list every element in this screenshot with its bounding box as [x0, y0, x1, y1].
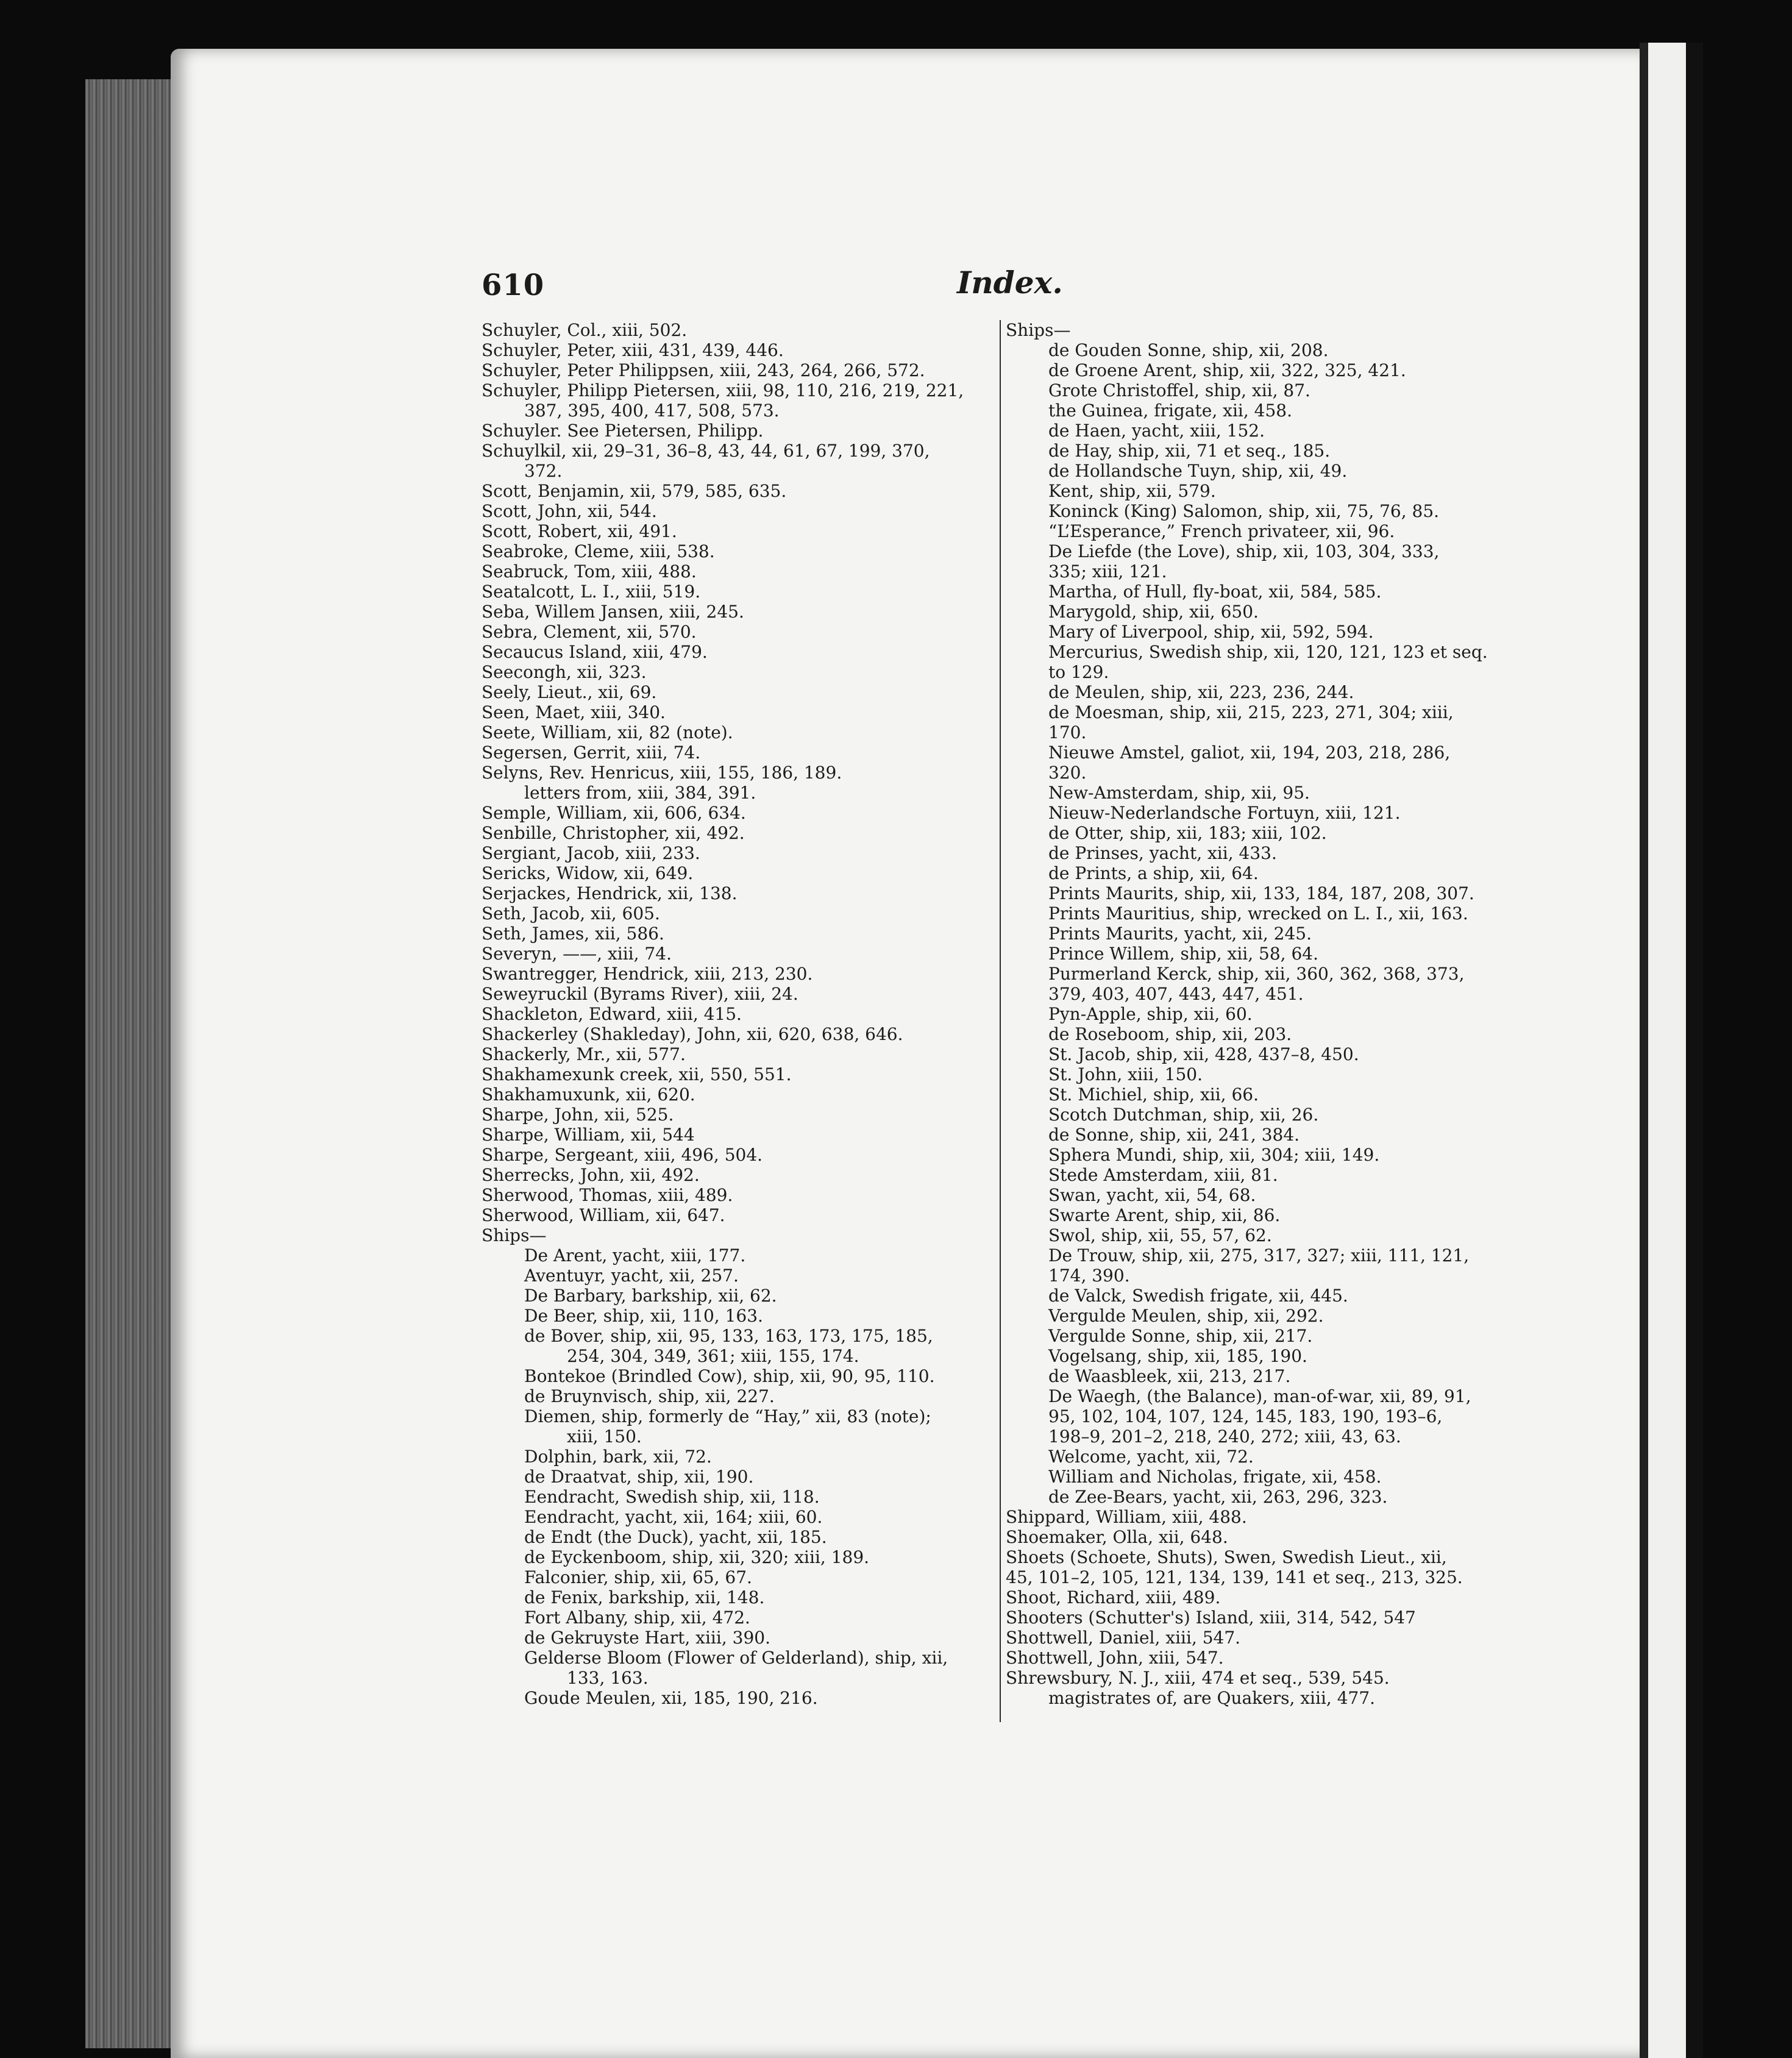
index-entry: New-Amsterdam, ship, xii, 95.: [1048, 783, 1310, 803]
index-entry: 95, 102, 104, 107, 124, 145, 183, 190, 193–6,: [1048, 1406, 1443, 1426]
index-entry: Seth, Jacob, xii, 605.: [482, 903, 660, 924]
index-entry: Serjackes, Hendrick, xii, 138.: [482, 883, 738, 903]
index-entry: Seatalcott, L. I., xiii, 519.: [482, 582, 701, 602]
index-entry: Seabroke, Cleme, xiii, 538.: [482, 541, 715, 561]
index-entry: de Gekruyste Hart, xiii, 390.: [524, 1628, 770, 1648]
index-entry: Welcome, yacht, xii, 72.: [1048, 1447, 1254, 1467]
index-entry: Seweyruckil (Byrams River), xiii, 24.: [482, 984, 798, 1004]
index-entry: Mercurius, Swedish ship, xii, 120, 121, 123 et seq.: [1048, 642, 1488, 662]
index-entry: De Arent, yacht, xiii, 177.: [524, 1245, 746, 1266]
index-entry: 254, 304, 349, 361; xiii, 155, 174.: [567, 1346, 859, 1366]
index-column-right: [1006, 320, 1518, 1708]
index-entry: Schuyler, Philipp Pietersen, xiii, 98, 110, 216, 219, 221,: [482, 380, 964, 401]
index-entry: de Waasbleek, xii, 213, 217.: [1048, 1366, 1291, 1386]
index-entry: Shooters (Schutter's) Island, xiii, 314, 542, 547: [1006, 1608, 1416, 1628]
index-entry: Severyn, ——, xiii, 74.: [482, 944, 672, 964]
index-entry: de Meulen, ship, xii, 223, 236, 244.: [1048, 682, 1354, 702]
index-entry: Secaucus Island, xiii, 479.: [482, 642, 708, 662]
index-entry: de Bover, ship, xii, 95, 133, 163, 173, 175, 185,: [524, 1326, 933, 1346]
index-entry: Sharpe, Sergeant, xiii, 496, 504.: [482, 1145, 763, 1165]
index-entry: Semple, William, xii, 606, 634.: [482, 803, 746, 823]
page-header: [482, 265, 1506, 305]
index-entry: Seete, William, xii, 82 (note).: [482, 722, 733, 742]
index-entry: 198–9, 201–2, 218, 240, 272; xiii, 43, 63.: [1048, 1426, 1401, 1447]
index-entry: de Endt (the Duck), yacht, xii, 185.: [524, 1527, 827, 1547]
index-entry: de Roseboom, ship, xii, 203.: [1048, 1024, 1292, 1044]
index-entry: St. Jacob, ship, xii, 428, 437–8, 450.: [1048, 1044, 1359, 1064]
index-entry: Seabruck, Tom, xiii, 488.: [482, 561, 697, 582]
index-entry: Swarte Arent, ship, xii, 86.: [1048, 1205, 1281, 1225]
index-entry: xiii, 150.: [567, 1426, 642, 1447]
index-entry: Diemen, ship, formerly de “Hay,” xii, 83 (note);: [524, 1406, 931, 1426]
index-entry: Shottwell, Daniel, xiii, 547.: [1006, 1628, 1241, 1648]
index-entry: de Prinses, yacht, xii, 433.: [1048, 843, 1277, 863]
index-entry: Purmerland Kerck, ship, xii, 360, 362, 368, 373,: [1048, 964, 1465, 984]
index-entry: De Barbary, barkship, xii, 62.: [524, 1286, 777, 1306]
index-entry: 387, 395, 400, 417, 508, 573.: [524, 401, 780, 421]
index-entry: 320.: [1048, 763, 1087, 783]
index-entry: the Guinea, frigate, xii, 458.: [1048, 401, 1292, 421]
index-entry: Shackerly, Mr., xii, 577.: [482, 1044, 686, 1064]
index-entry: Koninck (King) Salomon, ship, xii, 75, 76, 85.: [1048, 501, 1440, 521]
index-entry: De Beer, ship, xii, 110, 163.: [524, 1306, 763, 1326]
index-entry: Sharpe, William, xii, 544: [482, 1125, 695, 1145]
index-entry: Goude Meulen, xii, 185, 190, 216.: [524, 1688, 818, 1708]
facing-page-edge: [1640, 43, 1703, 2058]
index-entry: Seba, Willem Jansen, xiii, 245.: [482, 602, 744, 622]
book-page-edges: [85, 79, 177, 2048]
index-entry: Gelderse Bloom (Flower of Gelderland), ship, xii,: [524, 1648, 948, 1668]
index-entry: Ships—: [1006, 320, 1071, 340]
index-entry: Sericks, Widow, xii, 649.: [482, 863, 694, 883]
index-entry: de Valck, Swedish frigate, xii, 445.: [1048, 1286, 1348, 1306]
index-entry: de Moesman, ship, xii, 215, 223, 271, 304; xiii,: [1048, 702, 1454, 722]
column-divider: [1000, 320, 1001, 1722]
index-entry: 133, 163.: [567, 1668, 649, 1688]
index-entry: Eendracht, Swedish ship, xii, 118.: [524, 1487, 820, 1507]
index-entry: de Sonne, ship, xii, 241, 384.: [1048, 1125, 1300, 1145]
index-entry: Schuyler, Col., xiii, 502.: [482, 320, 688, 340]
index-entry: Scotch Dutchman, ship, xii, 26.: [1048, 1105, 1319, 1125]
index-entry: Sphera Mundi, ship, xii, 304; xiii, 149.: [1048, 1145, 1380, 1165]
index-entry: Seen, Maet, xiii, 340.: [482, 702, 666, 722]
index-entry: to 129.: [1048, 662, 1109, 682]
index-entry: Schuyler. See Pietersen, Philipp.: [482, 421, 764, 441]
index-entry: Segersen, Gerrit, xiii, 74.: [482, 742, 701, 763]
index-entry: 170.: [1048, 722, 1087, 742]
index-entry: Seecongh, xii, 323.: [482, 662, 647, 682]
index-entry: Vogelsang, ship, xii, 185, 190.: [1048, 1346, 1307, 1366]
index-entry: Sherwood, Thomas, xiii, 489.: [482, 1185, 733, 1205]
index-entry: de Zee-Bears, yacht, xii, 263, 296, 323.: [1048, 1487, 1388, 1507]
index-entry: de Fenix, barkship, xii, 148.: [524, 1587, 765, 1608]
index-entry: Stede Amsterdam, xiii, 81.: [1048, 1165, 1278, 1185]
index-entry: 379, 403, 407, 443, 447, 451.: [1048, 984, 1304, 1004]
index-entry: Shoets (Schoete, Shuts), Swen, Swedish Lieut., xii,: [1006, 1547, 1447, 1567]
index-entry: Schuyler, Peter Philippsen, xiii, 243, 264, 266, 572.: [482, 360, 925, 380]
index-entry: Vergulde Meulen, ship, xii, 292.: [1048, 1306, 1324, 1326]
index-entry: De Waegh, (the Balance), man-of-war, xii, 89, 91,: [1048, 1386, 1471, 1406]
index-entry: Nieuw-Nederlandsche Fortuyn, xiii, 121.: [1048, 803, 1401, 823]
index-entry: Schuylkil, xii, 29–31, 36–8, 43, 44, 61, 67, 199, 370,: [482, 441, 930, 461]
index-entry: William and Nicholas, frigate, xii, 458.: [1048, 1467, 1382, 1487]
page-number: 610: [482, 268, 545, 302]
index-entry: letters from, xiii, 384, 391.: [524, 783, 756, 803]
index-entry: de Otter, ship, xii, 183; xiii, 102.: [1048, 823, 1327, 843]
index-entry: Swol, ship, xii, 55, 57, 62.: [1048, 1225, 1272, 1245]
index-entry: de Haen, yacht, xiii, 152.: [1048, 421, 1265, 441]
index-entry: Shoemaker, Olla, xii, 648.: [1006, 1527, 1228, 1547]
index-entry: Sharpe, John, xii, 525.: [482, 1105, 674, 1125]
index-entry: Sergiant, Jacob, xiii, 233.: [482, 843, 700, 863]
index-entry: Shippard, William, xiii, 488.: [1006, 1507, 1247, 1527]
index-entry: Scott, John, xii, 544.: [482, 501, 657, 521]
index-entry: de Hollandsche Tuyn, ship, xii, 49.: [1048, 461, 1348, 481]
index-entry: de Gouden Sonne, ship, xii, 208.: [1048, 340, 1329, 360]
index-entry: Aventuyr, yacht, xii, 257.: [524, 1266, 739, 1286]
index-entry: Sebra, Clement, xii, 570.: [482, 622, 697, 642]
index-entry: Martha, of Hull, fly-boat, xii, 584, 585.: [1048, 582, 1382, 602]
index-entry: De Trouw, ship, xii, 275, 317, 327; xiii, 111, 121,: [1048, 1245, 1470, 1266]
index-entry: de Bruynvisch, ship, xii, 227.: [524, 1386, 775, 1406]
index-entry: “L’Esperance,” French privateer, xii, 96.: [1048, 521, 1395, 541]
index-entry: De Liefde (the Love), ship, xii, 103, 304, 333,: [1048, 541, 1440, 561]
index-entry: Mary of Liverpool, ship, xii, 592, 594.: [1048, 622, 1374, 642]
index-entry: Swantregger, Hendrick, xiii, 213, 230.: [482, 964, 813, 984]
index-entry: Seely, Lieut., xii, 69.: [482, 682, 657, 702]
index-entry: Prints Maurits, ship, xii, 133, 184, 187, 208, 307.: [1048, 883, 1474, 903]
index-entry: Shackleton, Edward, xiii, 415.: [482, 1004, 742, 1024]
index-entry: de Eyckenboom, ship, xii, 320; xiii, 189.: [524, 1547, 870, 1567]
index-entry: magistrates of, are Quakers, xiii, 477.: [1048, 1688, 1376, 1708]
index-entry: Marygold, ship, xii, 650.: [1048, 602, 1259, 622]
index-entry: 174, 390.: [1048, 1266, 1130, 1286]
index-entry: de Hay, ship, xii, 71 et seq., 185.: [1048, 441, 1331, 461]
index-entry: Dolphin, bark, xii, 72.: [524, 1447, 712, 1467]
index-entry: Prints Mauritius, ship, wrecked on L. I., xii, 163.: [1048, 903, 1468, 924]
index-entry: St. John, xiii, 150.: [1048, 1064, 1203, 1084]
index-entry: Bontekoe (Brindled Cow), ship, xii, 90, 95, 110.: [524, 1366, 935, 1386]
index-entry: de Draatvat, ship, xii, 190.: [524, 1467, 754, 1487]
index-entry: Scott, Robert, xii, 491.: [482, 521, 677, 541]
index-entry: 45, 101–2, 105, 121, 134, 139, 141 et seq., 213, 325.: [1006, 1567, 1463, 1587]
index-entry: Swan, yacht, xii, 54, 68.: [1048, 1185, 1256, 1205]
index-entry: Shrewsbury, N. J., xiii, 474 et seq., 539, 545.: [1006, 1668, 1390, 1688]
index-entry: Vergulde Sonne, ship, xii, 217.: [1048, 1326, 1313, 1346]
index-entry: de Prints, a ship, xii, 64.: [1048, 863, 1259, 883]
index-column-left: [482, 320, 994, 1708]
index-entry: Eendracht, yacht, xii, 164; xiii, 60.: [524, 1507, 823, 1527]
index-entry: Seth, James, xii, 586.: [482, 924, 664, 944]
index-entry: Scott, Benjamin, xii, 579, 585, 635.: [482, 481, 787, 501]
index-columns: [482, 320, 1518, 1734]
index-entry: Shakhamuxunk, xii, 620.: [482, 1084, 695, 1105]
running-title: Index.: [957, 265, 1063, 301]
index-entry: Schuyler, Peter, xiii, 431, 439, 446.: [482, 340, 784, 360]
index-entry: 372.: [524, 461, 563, 481]
index-entry: Pyn-Apple, ship, xii, 60.: [1048, 1004, 1253, 1024]
index-entry: Shakhamexunk creek, xii, 550, 551.: [482, 1064, 792, 1084]
index-entry: Shottwell, John, xiii, 547.: [1006, 1648, 1224, 1668]
index-entry: Kent, ship, xii, 579.: [1048, 481, 1216, 501]
index-entry: Grote Christoffel, ship, xii, 87.: [1048, 380, 1310, 401]
index-entry: Nieuwe Amstel, galiot, xii, 194, 203, 218, 286,: [1048, 742, 1451, 763]
index-entry: Shoot, Richard, xiii, 489.: [1006, 1587, 1221, 1608]
index-entry: Sherwood, William, xii, 647.: [482, 1205, 725, 1225]
index-entry: Fort Albany, ship, xii, 472.: [524, 1608, 750, 1628]
index-entry: Sherrecks, John, xii, 492.: [482, 1165, 700, 1185]
index-entry: Senbille, Christopher, xii, 492.: [482, 823, 745, 843]
index-entry: St. Michiel, ship, xii, 66.: [1048, 1084, 1259, 1105]
index-entry: de Groene Arent, ship, xii, 322, 325, 421.: [1048, 360, 1406, 380]
index-entry: Falconier, ship, xii, 65, 67.: [524, 1567, 752, 1587]
index-entry: Ships—: [482, 1225, 547, 1245]
index-entry: Selyns, Rev. Henricus, xiii, 155, 186, 189.: [482, 763, 842, 783]
index-entry: 335; xiii, 121.: [1048, 561, 1167, 582]
index-entry: Shackerley (Shakleday), John, xii, 620, 638, 646.: [482, 1024, 903, 1044]
index-entry: Prints Maurits, yacht, xii, 245.: [1048, 924, 1312, 944]
index-entry: Prince Willem, ship, xii, 58, 64.: [1048, 944, 1318, 964]
